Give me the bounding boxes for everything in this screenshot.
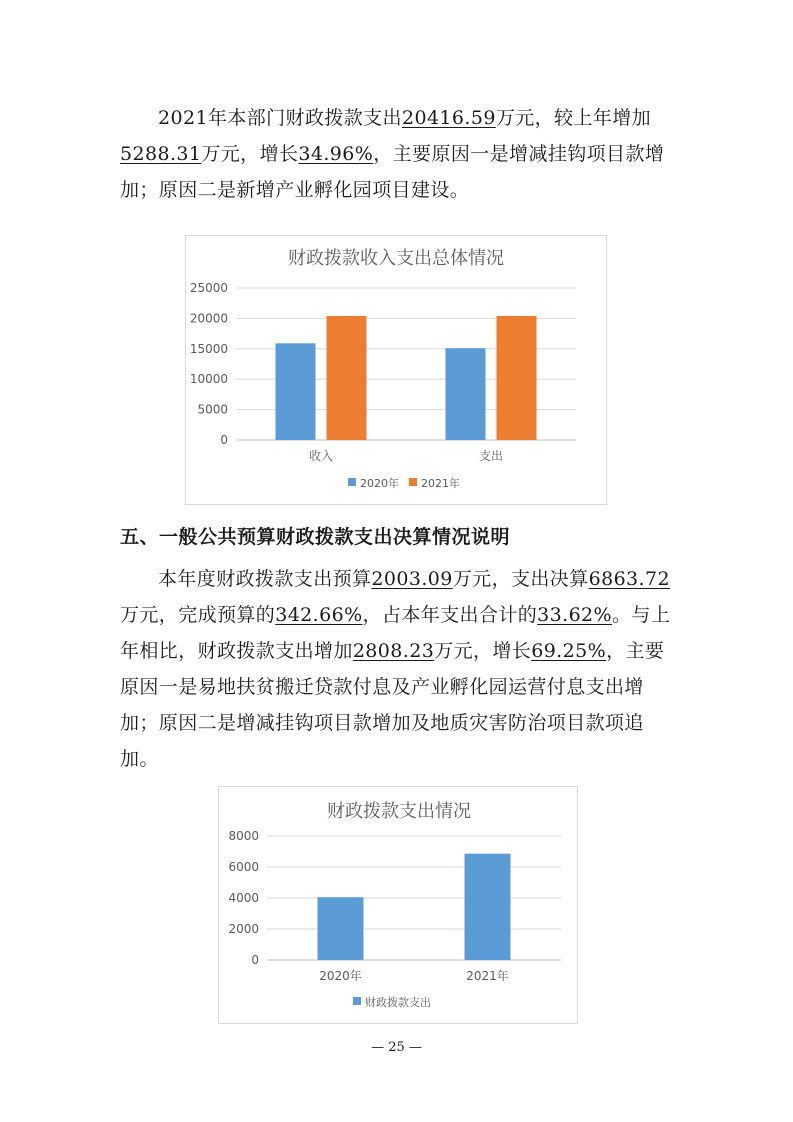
value-total-expenditure: 20416.59 xyxy=(401,107,496,129)
text-segment: ，占本年支出合计的 xyxy=(362,604,538,626)
text-segment: 本年度财政拨款支出预算 xyxy=(158,568,372,590)
bar xyxy=(327,316,367,440)
value-growth-rate: 69.25% xyxy=(531,640,607,662)
y-tick-label: 15000 xyxy=(189,341,228,356)
y-tick-label: 10000 xyxy=(189,372,228,387)
text-segment: 万元，增长 xyxy=(201,143,299,165)
bar xyxy=(446,348,486,440)
value-share-of-total: 33.62% xyxy=(537,604,613,626)
legend-swatch xyxy=(348,478,356,486)
legend-label: 2021年 xyxy=(421,477,460,490)
y-tick-label: 0 xyxy=(251,953,259,967)
value-completion-rate: 342.66% xyxy=(275,604,363,626)
value-increase: 5288.31 xyxy=(120,143,202,165)
value-final-expenditure: 6863.72 xyxy=(588,568,670,590)
section-heading: 五、一般公共预算财政拨款支出决算情况说明 xyxy=(120,526,511,548)
x-tick-label: 2020年 xyxy=(319,969,362,983)
y-tick-label: 25000 xyxy=(189,281,228,295)
y-tick-label: 5000 xyxy=(197,402,228,417)
paragraph-expenditure-summary xyxy=(120,100,680,208)
page-number: — 25 — xyxy=(371,1040,422,1055)
text-segment: 万元，较上年增加 xyxy=(495,107,652,129)
legend-swatch xyxy=(409,478,417,486)
chart-appropriation-expenditure xyxy=(218,786,578,1024)
bar xyxy=(465,854,511,960)
y-tick-label: 2000 xyxy=(228,922,259,936)
text-segment: ，主要原因一是增减挂钩项目款增加；原因二是新增产业孵化园项目建设。 xyxy=(120,143,665,201)
legend-label: 财政拨款支出 xyxy=(365,996,431,1009)
chart-2-svg xyxy=(219,787,577,1023)
x-tick-label: 2021年 xyxy=(466,969,509,983)
x-tick-label: 收入 xyxy=(308,449,334,463)
y-tick-label: 8000 xyxy=(228,829,259,843)
chart-revenue-expenditure-overview xyxy=(185,235,607,505)
y-tick-label: 4000 xyxy=(228,891,259,905)
chart-1-svg xyxy=(186,236,606,504)
text-segment: 。与上年相比，财政拨款支出增加 xyxy=(120,604,671,662)
y-tick-label: 6000 xyxy=(228,860,259,874)
y-tick-label: 20000 xyxy=(189,311,228,326)
value-growth-rate: 34.96% xyxy=(298,143,374,165)
legend-label: 2020年 xyxy=(360,477,399,490)
chart-title: 财政拨款收入支出总体情况 xyxy=(288,248,504,269)
x-tick-label: 支出 xyxy=(478,449,504,463)
bar xyxy=(276,343,316,440)
value-increase: 2808.23 xyxy=(352,640,435,662)
chart-title: 财政拨款支出情况 xyxy=(327,801,471,822)
text-segment: 万元，完成预算的 xyxy=(120,604,276,626)
y-tick-label: 0 xyxy=(220,433,228,447)
bar xyxy=(318,897,364,960)
legend-swatch xyxy=(353,997,361,1005)
text-segment: 2021年本部门财政拨款支出 xyxy=(158,107,402,129)
text-segment: 万元，支出决算 xyxy=(452,568,589,590)
text-segment: ，主要原因一是易地扶贫搬迁贷款付息及产业孵化园运营付息支出增加；原因二是增减挂钩项目款增加及地质灾害防治项目款项追加。 xyxy=(120,640,665,770)
value-budget: 2003.09 xyxy=(371,568,453,590)
bar xyxy=(497,316,537,440)
paragraph-general-budget-expenditure xyxy=(120,561,680,777)
text-segment: 万元，增长 xyxy=(434,640,532,662)
